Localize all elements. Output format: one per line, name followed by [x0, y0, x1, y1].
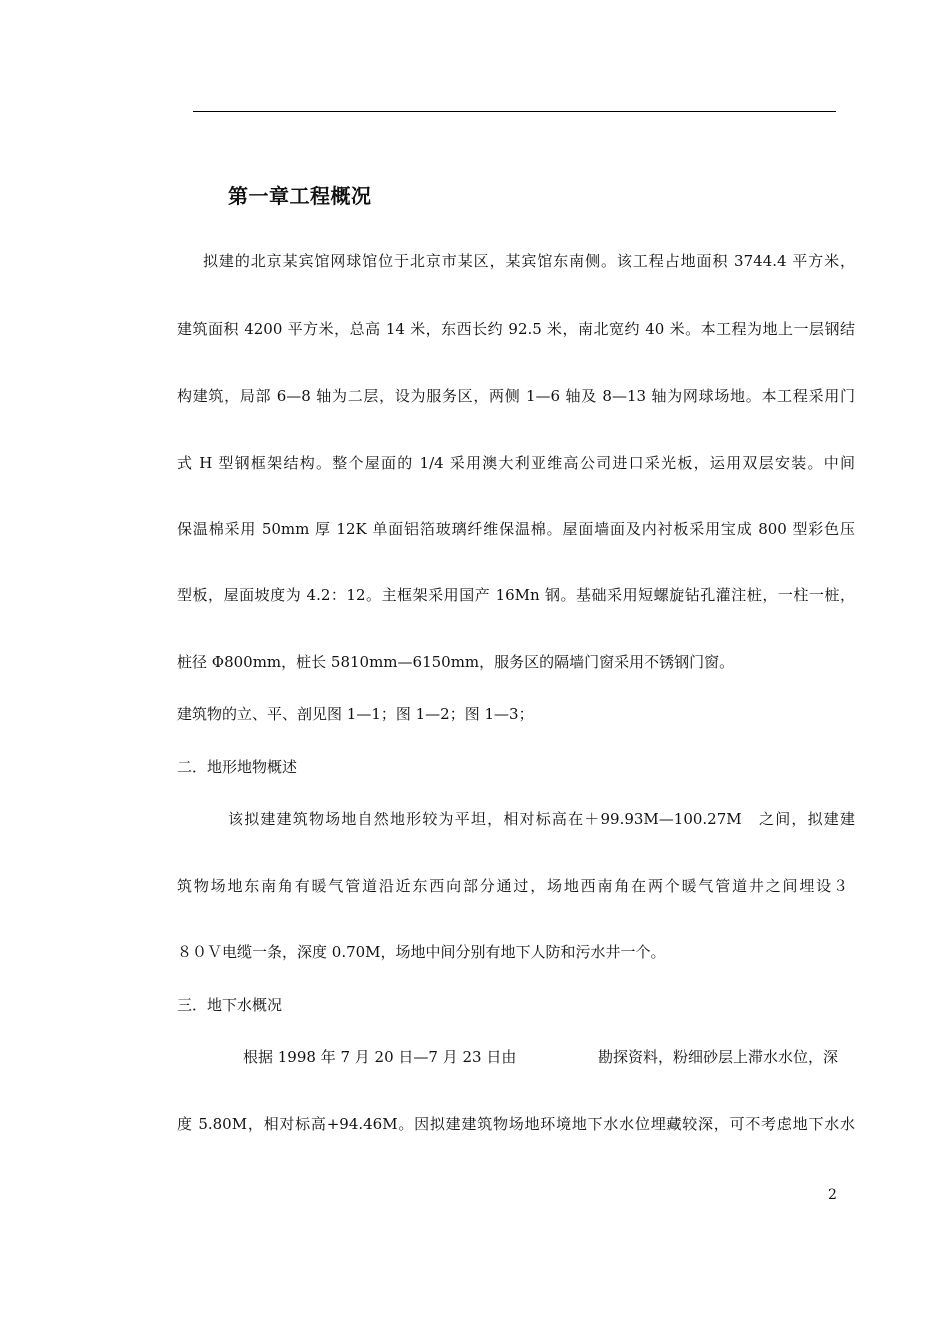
header-rule — [193, 111, 836, 112]
paragraph-line: 建筑面积 4200 平方米，总高 14 米，东西长约 92.5 米，南北宽约 40 米。本工程为地上一层钢结 — [177, 320, 855, 338]
chapter-title: 第一章工程概况 — [228, 184, 372, 208]
paragraph-line: 保温棉采用 50mm 厚 12K 单面铝箔玻璃纤维保温棉。屋面墙面及内衬板采用宝成 800 型彩色压 — [177, 520, 855, 538]
paragraph-line: 桩径 Φ800mm，桩长 5810mm—6150mm，服务区的隔墙门窗采用不锈钢门窗。 — [177, 653, 735, 671]
paragraph-line: 拟建的北京某宾馆网球馆位于北京市某区，某宾馆东南侧。该工程占地面积 3744.4 平方米， — [203, 252, 855, 270]
section-heading: 三．地下水概况 — [177, 996, 283, 1014]
paragraph-line: 筑物场地东南角有暖气管道沿近东西向部分通过，场地西南角在两个暖气管道井之间埋设３ — [177, 877, 848, 895]
paragraph-line: 式 H 型钢框架结构。整个屋面的 1/4 采用澳大利亚维高公司进口采光板，运用双层安装。中间 — [177, 454, 855, 472]
paragraph-line: 度 5.80M，相对标高+94.46M。因拟建建筑物场地环境地下水水位埋藏较深，可不考虑地下水水 — [177, 1115, 855, 1133]
page-number: 2 — [828, 1187, 837, 1203]
paragraph-line-part: 勘探资料，粉细砂层上滞水水位，深 — [598, 1048, 839, 1066]
figure-reference: 建筑物的立、平、剖见图 1—1；图 1—2；图 1—3； — [177, 705, 534, 723]
paragraph-line: 型板，屋面坡度为 4.2：12。主框架采用国产 16Mn 钢。基础采用短螺旋钻孔灌注桩，一柱一桩， — [177, 586, 855, 604]
paragraph-line-part: 根据 1998 年 7 月 20 日—7 月 23 日由 — [243, 1048, 517, 1066]
paragraph-line: ８０Ｖ电缆一条，深度 0.70M，场地中间分别有地下人防和污水井一个。 — [177, 943, 666, 961]
paragraph-line: 构建筑，局部 6—8 轴为二层，设为服务区，两侧 1—6 轴及 8—13 轴为网球场地。本工程采用门 — [177, 387, 855, 405]
section-heading: 二．地形地物概述 — [177, 758, 298, 776]
paragraph-line: 该拟建建筑物场地自然地形较为平坦，相对标高在＋99.93M—100.27M 之间，拟建建 — [228, 810, 855, 828]
